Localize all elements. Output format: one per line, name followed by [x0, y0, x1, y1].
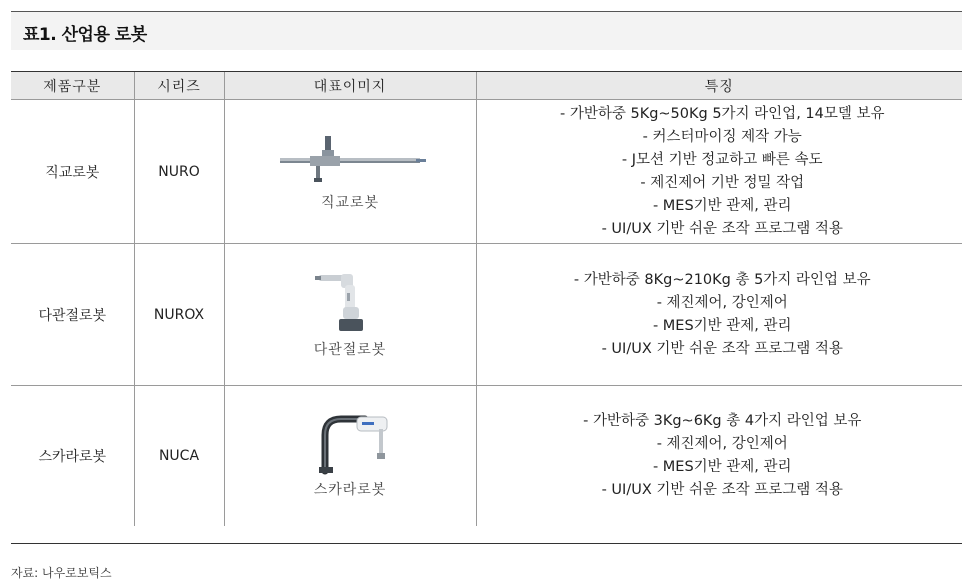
table-header-row	[11, 72, 962, 100]
image-caption: 스카라로봇	[313, 481, 387, 498]
page-title: 표1. 산업용 로봇	[23, 25, 147, 45]
feature-item: - 제진제어, 강인제어	[656, 294, 788, 311]
category-cell: 직교로봇	[11, 100, 134, 244]
category-cell: 스카라로봇	[11, 386, 134, 526]
title-bar	[11, 12, 962, 50]
features-cell	[476, 386, 962, 526]
category-cell: 다관절로봇	[11, 244, 134, 386]
feature-item: - 커스터마이징 제작 가능	[642, 128, 802, 145]
header-series: 시리즈	[134, 72, 224, 100]
features-cell	[476, 244, 962, 386]
table-row	[11, 100, 962, 244]
series-cell: NURO	[134, 100, 224, 244]
articulated-robot-image	[305, 271, 395, 335]
header-category: 제품구분	[11, 72, 134, 100]
feature-item: - UI/UX 기반 쉬운 조작 프로그램 적용	[601, 340, 843, 357]
table-row	[11, 244, 962, 386]
source-note: 자료: 나우로보틱스	[11, 566, 112, 580]
feature-item: - UI/UX 기반 쉬운 조작 프로그램 적용	[601, 220, 843, 237]
image-cell	[224, 244, 476, 386]
series-cell: NUROX	[134, 244, 224, 386]
image-cell	[224, 386, 476, 526]
image-cell	[224, 100, 476, 244]
feature-item: - 제진제어 기반 정밀 작업	[640, 174, 805, 191]
table-bottom-rule	[11, 543, 962, 544]
image-caption: 직교로봇	[320, 194, 380, 211]
feature-item: - 제진제어, 강인제어	[656, 435, 788, 452]
table-row	[11, 386, 962, 526]
product-table	[11, 72, 962, 526]
features-list	[483, 103, 963, 241]
feature-item: - 가반하중 5Kg~50Kg 5가지 라인업, 14모델 보유	[559, 105, 885, 122]
features-list	[483, 269, 963, 361]
features-list	[483, 410, 963, 502]
feature-item: - 가반하중 8Kg~210Kg 총 5가지 라인업 보유	[573, 271, 871, 288]
header-features: 특징	[476, 72, 962, 100]
cartesian-robot-image	[270, 132, 430, 188]
feature-item: - UI/UX 기반 쉬운 조작 프로그램 적용	[601, 481, 843, 498]
feature-item: - MES기반 관제, 관리	[652, 197, 792, 214]
feature-item: - 가반하중 3Kg~6Kg 총 4가지 라인업 보유	[583, 412, 862, 429]
image-caption: 다관절로봇	[313, 341, 387, 358]
feature-item: - MES기반 관제, 관리	[652, 317, 792, 334]
series-cell: NUCA	[134, 386, 224, 526]
features-cell	[476, 100, 962, 244]
header-image: 대표이미지	[224, 72, 476, 100]
scara-robot-image	[305, 413, 395, 475]
feature-item: - J모션 기반 정교하고 빠른 속도	[621, 151, 823, 168]
feature-item: - MES기반 관제, 관리	[652, 458, 792, 475]
